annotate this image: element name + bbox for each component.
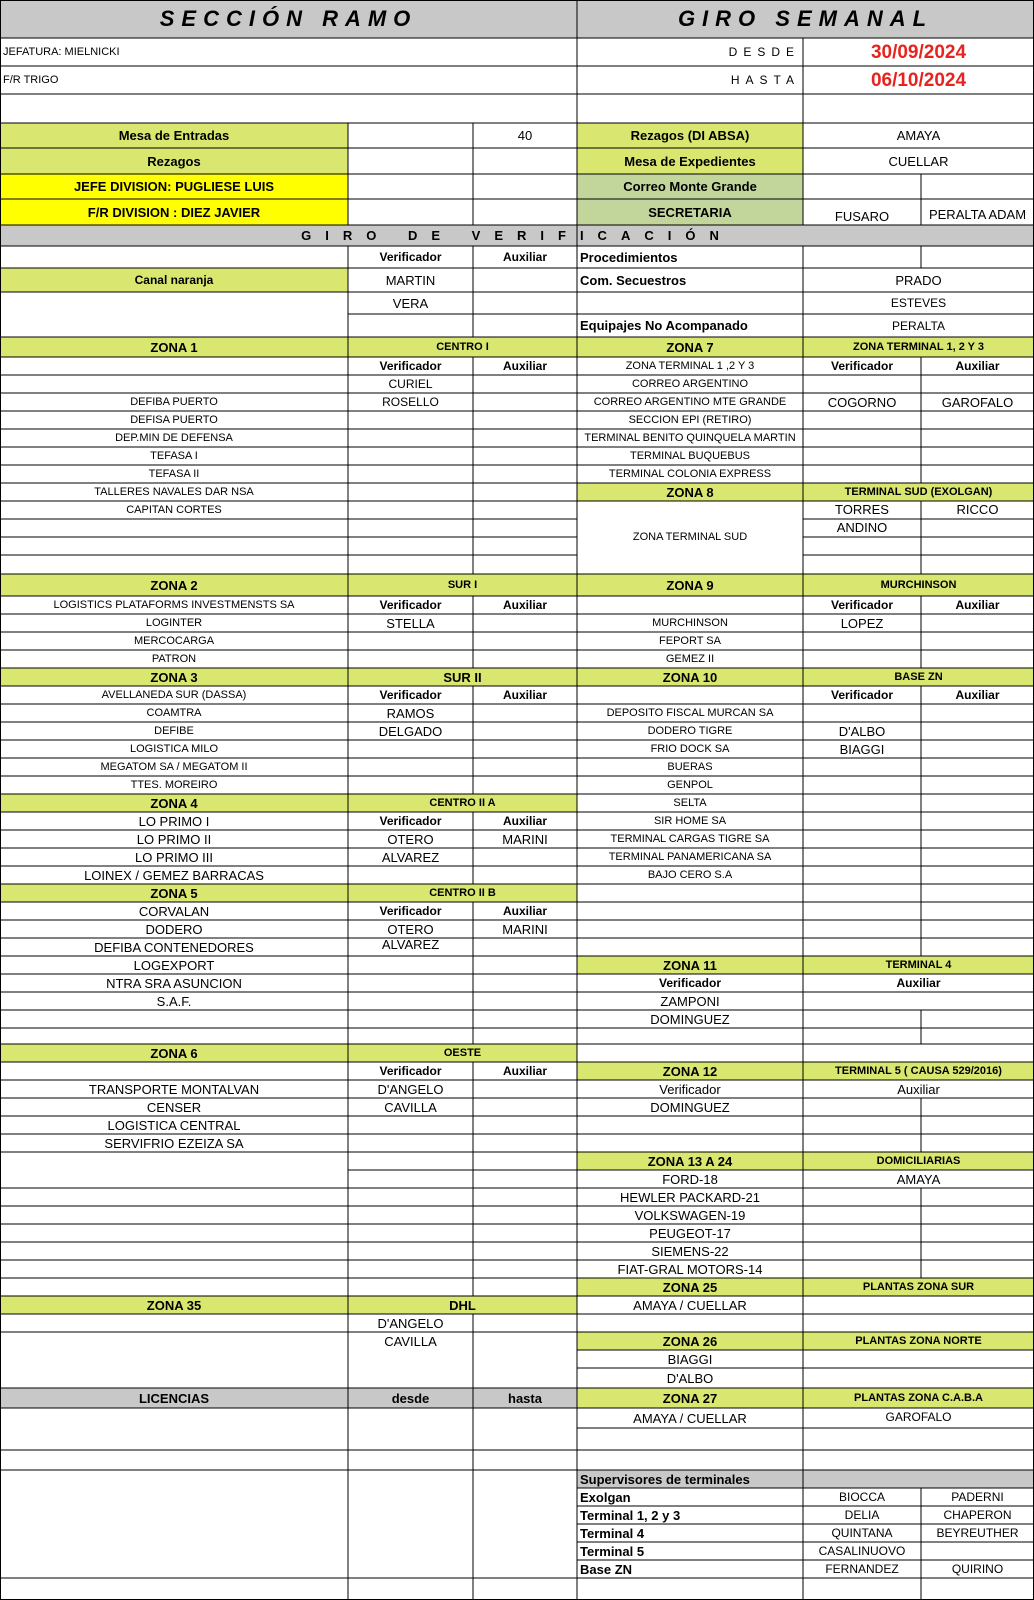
zone1-verificador-1: CURIEL [388, 377, 433, 391]
supervisor-row-3-b: BEYREUTHER [936, 1526, 1019, 1540]
zone10-item-5: GENPOL [667, 778, 713, 791]
zone4-verificador-2: ALVAREZ [381, 849, 440, 865]
zone10-verificador-2: BIAGGI [839, 741, 885, 757]
supervisor-row-1-b: PADERNI [951, 1490, 1004, 1504]
jefatura: JEFATURA: MIELNICKI [3, 45, 120, 58]
zone4-auxiliar: MARINI [502, 831, 548, 847]
zone6-item-4: SERVIFRIO EZEIZA SA [104, 1135, 244, 1151]
zone27-name: ZONA 27 [577, 1388, 803, 1408]
zone10-item-6: SELTA [673, 796, 707, 809]
zone2-item-3: MERCOCARGA [133, 634, 215, 647]
equipajes-value: PERALTA [892, 318, 945, 333]
zone3-item-1: AVELLANEDA SUR (DASSA) [101, 688, 247, 701]
zone7-verificador-header: Verificador [830, 359, 894, 373]
zone2-name: ZONA 2 [0, 574, 348, 596]
zone1-name: ZONA 1 [0, 337, 348, 357]
zone6-item-2: CENSER [146, 1099, 202, 1115]
supervisores-title: Supervisores de terminales [577, 1470, 1034, 1488]
zone7-auxiliar-header: Auxiliar [955, 359, 1000, 373]
zone4-item-1: LO PRIMO I [138, 813, 210, 829]
zone13-item-4: PEUGEOT-17 [649, 1225, 731, 1241]
zone7-item-6: TERMINAL BUQUEBUS [629, 449, 750, 462]
zone4-auxiliar-header: Auxiliar [502, 814, 547, 828]
zone10-auxiliar-header: Auxiliar [955, 688, 1000, 702]
zone10-sector: BASE ZN [803, 668, 1034, 686]
zone7-item-2: CORREO ARGENTINO [631, 377, 749, 390]
zone5-item-4: LOGEXPORT [133, 957, 215, 973]
zone5-name: ZONA 5 [0, 884, 348, 902]
mesa-entradas-value: 40 [517, 128, 533, 143]
zone2-sector: SUR I [348, 574, 577, 596]
zone9-item-2: FEPORT SA [659, 634, 721, 647]
zone25-name: ZONA 25 [577, 1278, 803, 1296]
zone4-verificador-1: OTERO [387, 831, 434, 847]
zone3-item-2: COAMTRA [146, 706, 202, 719]
zone11-sector: TERMINAL 4 [803, 956, 1034, 974]
procedimientos: Procedimientos [580, 249, 678, 265]
zone13-item-5: SIEMENS-22 [651, 1243, 729, 1259]
canal-verificador-2: VERA [392, 295, 429, 311]
canal-verificador-1: MARTIN [385, 272, 436, 288]
zone10-item-1: DEPOSITO FISCAL MURCAN SA [606, 706, 774, 719]
zone4-item-3: LO PRIMO III [134, 849, 213, 865]
giro-verificacion-title: GIRO DE VERIFICACIÓN [0, 225, 1034, 246]
rezagos-absa-value: AMAYA [896, 128, 941, 143]
zone35-name: ZONA 35 [0, 1296, 348, 1314]
zone9-verificador: LOPEZ [840, 615, 884, 631]
zone1-auxiliar-header: Auxiliar [502, 359, 547, 373]
zone27-item: AMAYA / CUELLAR [633, 1410, 747, 1426]
zone27-verificador: GAROFALO [885, 1410, 952, 1424]
zone10-verificador-header: Verificador [830, 688, 894, 702]
zone3-name: ZONA 3 [0, 668, 348, 686]
zone2-auxiliar-header: Auxiliar [502, 598, 547, 612]
zone5-item-5: NTRA SRA ASUNCION [106, 975, 242, 991]
zone10-item-4: BUERAS [667, 760, 713, 773]
zone10-verificador-1: D'ALBO [838, 723, 886, 739]
rezagos-absa: Rezagos (DI ABSA) [577, 123, 803, 148]
zone1-item-3: DEP.MIN DE DEFENSA [115, 431, 233, 444]
zone1-item-4: TEFASA I [150, 449, 198, 462]
zone8-verificador-1: TORRES [835, 501, 889, 517]
rezagos: Rezagos [0, 148, 348, 174]
auxiliar-header: Auxiliar [502, 250, 547, 264]
zone7-item-1: ZONA TERMINAL 1 ,2 Y 3 [625, 359, 755, 372]
zone6-name: ZONA 6 [0, 1044, 348, 1062]
secretaria-value-2: PERALTA ADAM [928, 206, 1027, 222]
supervisor-row-4-label: Terminal 5 [580, 1543, 645, 1559]
zone6-item-1: TRANSPORTE MONTALVAN [88, 1081, 260, 1097]
zone13-item-1: FORD-18 [662, 1171, 718, 1187]
com-secuestros-value-1: PRADO [895, 272, 942, 288]
zone5-sector: CENTRO II B [348, 884, 577, 902]
supervisor-row-3-label: Terminal 4 [580, 1525, 645, 1541]
zone5-auxiliar-header: Auxiliar [502, 904, 547, 918]
mesa-expedientes-value: CUELLAR [888, 153, 949, 169]
zone4-item-4: LOINEX / GEMEZ BARRACAS [84, 867, 264, 883]
zone5-auxiliar: MARINI [502, 921, 548, 937]
supervisor-row-5-a: FERNANDEZ [825, 1562, 899, 1576]
zone35-sector: DHL [348, 1296, 577, 1314]
zone6-auxiliar-header: Auxiliar [502, 1064, 547, 1078]
supervisor-row-2-a: DELIA [844, 1508, 880, 1522]
zone9-item-3: GEMEZ II [665, 652, 715, 665]
zone11-verificador-2: DOMINGUEZ [650, 1011, 730, 1027]
zone5-item-6: S.A.F. [156, 993, 192, 1009]
zone8-item: ZONA TERMINAL SUD [632, 531, 748, 543]
zone3-verificador-2: DELGADO [378, 723, 443, 739]
zone6-item-3: LOGISTICA CENTRAL [107, 1117, 241, 1133]
mesa-expedientes: Mesa de Expedientes [577, 148, 803, 174]
zone35-verificador-1: D'ANGELO [377, 1315, 444, 1331]
zone10-item-8: TERMINAL CARGAS TIGRE SA [610, 832, 770, 845]
zone5-verificador-2: ALVAREZ [381, 936, 440, 952]
zone13-verificador: AMAYA [896, 1171, 941, 1187]
zone7-sector: ZONA TERMINAL 1, 2 Y 3 [803, 337, 1034, 357]
zone7-name: ZONA 7 [577, 337, 803, 357]
zone5-item-3: DEFIBA CONTENEDORES [94, 939, 254, 955]
zone2-verificador-header: Verificador [379, 598, 442, 612]
supervisor-row-5-b: QUIRINO [951, 1562, 1004, 1576]
weekly-title: GIRO SEMANAL [677, 6, 934, 31]
zone27-sector: PLANTAS ZONA C.A.B.A [803, 1388, 1034, 1408]
zone5-item-1: CORVALAN [138, 903, 210, 919]
zone11-verificador-1: ZAMPONI [660, 993, 720, 1009]
zone1-item-2: DEFISA PUERTO [130, 413, 218, 426]
supervisor-row-2-b: CHAPERON [943, 1508, 1012, 1522]
zone25-item: AMAYA / CUELLAR [633, 1297, 747, 1313]
zone3-item-6: TTES. MOREIRO [130, 778, 218, 791]
zone12-sector: TERMINAL 5 ( CAUSA 529/2016) [803, 1062, 1034, 1080]
zone9-sector: MURCHINSON [803, 574, 1034, 596]
zone4-name: ZONA 4 [0, 794, 348, 812]
zone25-sector: PLANTAS ZONA SUR [803, 1278, 1034, 1296]
zone13-item-6: FIAT-GRAL MOTORS-14 [617, 1261, 763, 1277]
desde-date: 30/09/2024 [870, 41, 967, 63]
zone12-auxiliar-header: Auxiliar [897, 1081, 940, 1097]
secretaria-value-1: FUSARO [834, 208, 890, 224]
mesa-entradas: Mesa de Entradas [0, 123, 348, 148]
zone10-name: ZONA 10 [577, 668, 803, 686]
zone26-name: ZONA 26 [577, 1332, 803, 1350]
zone11-verificador-header: Verificador [658, 976, 722, 990]
zone2-item-2: LOGINTER [145, 616, 203, 629]
zone8-name: ZONA 8 [577, 483, 803, 501]
zone3-item-5: MEGATOM SA / MEGATOM II [100, 760, 248, 773]
zone10-item-10: BAJO CERO S.A [647, 868, 733, 881]
zone13-item-3: VOLKSWAGEN-19 [634, 1207, 746, 1223]
zone26-sector: PLANTAS ZONA NORTE [803, 1332, 1034, 1350]
zone6-verificador-header: Verificador [379, 1064, 442, 1078]
zone8-auxiliar: RICCO [956, 501, 999, 517]
zone3-verificador-header: Verificador [379, 688, 442, 702]
zone12-verificador: DOMINGUEZ [650, 1099, 730, 1115]
supervisor-row-2-label: Terminal 1, 2 y 3 [580, 1507, 681, 1523]
canal-naranja: Canal naranja [0, 268, 348, 292]
zone10-item-7: SIR HOME SA [653, 814, 727, 827]
supervisor-row-1-a: BIOCCA [838, 1490, 885, 1504]
zone1-item-1: DEFIBA PUERTO [130, 395, 218, 408]
zone1-item-7: CAPITAN CORTES [126, 503, 222, 516]
zone3-auxiliar-header: Auxiliar [502, 688, 547, 702]
zone5-item-2: DODERO [145, 921, 203, 937]
zone8-sector: TERMINAL SUD (EXOLGAN) [803, 483, 1034, 501]
zone3-sector: SUR II [348, 668, 577, 686]
fr-trigo: F/R TRIGO [3, 73, 59, 86]
com-secuestros-value-2: ESTEVES [890, 296, 947, 310]
zone10-item-2: DODERO TIGRE [647, 724, 733, 737]
zone1-sector: CENTRO I [348, 337, 577, 357]
zone10-item-9: TERMINAL PANAMERICANA SA [608, 850, 772, 863]
zone3-item-3: DEFIBE [154, 724, 194, 737]
fr-division: F/R DIVISION : DIEZ JAVIER [0, 199, 348, 225]
desde-label: DESDE [728, 45, 800, 59]
supervisor-row-5-label: Base ZN [580, 1561, 633, 1577]
zone5-verificador-1: OTERO [387, 921, 434, 937]
zone1-verificador-header: Verificador [379, 359, 442, 373]
zone5-verificador-header: Verificador [379, 904, 442, 918]
zone7-item-5: TERMINAL BENITO QUINQUELA MARTIN [584, 431, 796, 444]
zone35-verificador-2: CAVILLA [384, 1333, 437, 1349]
zone12-verificador-header: Verificador [659, 1081, 721, 1097]
hasta-label: HASTA [730, 73, 800, 87]
zone9-name: ZONA 9 [577, 574, 803, 596]
zone6-sector: OESTE [348, 1044, 577, 1062]
licencias-hasta: hasta [473, 1388, 577, 1408]
zone26-item-1: BIAGGI [667, 1351, 713, 1367]
section-title: SECCIÓN RAMO [159, 6, 418, 31]
zone13-item-2: HEWLER PACKARD-21 [620, 1189, 760, 1205]
zone3-item-4: LOGISTICA MILO [129, 742, 219, 755]
zone6-verificador-1: D'ANGELO [377, 1081, 444, 1097]
zone4-sector: CENTRO II A [348, 794, 577, 812]
supervisor-row-4-a: CASALINUOVO [818, 1544, 906, 1558]
hasta-date: 06/10/2024 [870, 69, 967, 91]
licencias-desde: desde [348, 1388, 473, 1408]
zone7-item-4: SECCION EPI (RETIRO) [628, 413, 752, 426]
zone2-verificador-1: STELLA [386, 615, 435, 631]
com-secuestros: Com. Secuestros [580, 272, 687, 288]
zone4-item-2: LO PRIMO II [136, 831, 212, 847]
zone2-item-1: LOGISTICS PLATAFORMS INVESTMENSTS SA [53, 598, 295, 611]
zone9-item-1: MURCHINSON [652, 616, 728, 629]
jefe-division: JEFE DIVISION: PUGLIESE LUIS [0, 174, 348, 199]
zone2-item-4: PATRON [151, 652, 197, 665]
zone1-item-6: TALLERES NAVALES DAR NSA [94, 485, 254, 498]
zone13-sector: DOMICILIARIAS [803, 1152, 1034, 1170]
equipajes: Equipajes No Acompanado [580, 318, 748, 333]
verificador-header: Verificador [379, 250, 442, 264]
zone26-item-2: D'ALBO [666, 1370, 714, 1386]
zone1-verificador-2: ROSELLO [382, 395, 439, 409]
licencias-label: LICENCIAS [0, 1388, 348, 1408]
zone8-verificador-2: ANDINO [836, 519, 888, 535]
zone12-name: ZONA 12 [577, 1062, 803, 1080]
zone9-verificador-header: Verificador [830, 598, 894, 612]
zone6-verificador-2: CAVILLA [384, 1099, 437, 1115]
zone4-verificador-header: Verificador [379, 814, 442, 828]
zone7-item-3: CORREO ARGENTINO MTE GRANDE [593, 395, 787, 408]
zone7-auxiliar: GAROFALO [941, 394, 1014, 410]
correo-monte-grande: Correo Monte Grande [577, 174, 803, 199]
secretaria: SECRETARIA [577, 199, 803, 225]
zone7-verificador: COGORNO [827, 394, 897, 410]
zone11-name: ZONA 11 [577, 956, 803, 974]
supervisor-row-3-a: QUINTANA [831, 1526, 893, 1540]
zone11-auxiliar-header: Auxiliar [896, 976, 941, 990]
zone10-item-3: FRIO DOCK SA [650, 742, 730, 755]
supervisor-row-1-label: Exolgan [580, 1489, 631, 1505]
zone13-name: ZONA 13 A 24 [577, 1152, 803, 1170]
zone3-verificador-1: RAMOS [386, 705, 435, 721]
zone9-auxiliar-header: Auxiliar [955, 598, 1000, 612]
zone7-item-7: TERMINAL COLONIA EXPRESS [608, 467, 772, 480]
zone1-item-5: TEFASA II [148, 467, 200, 480]
